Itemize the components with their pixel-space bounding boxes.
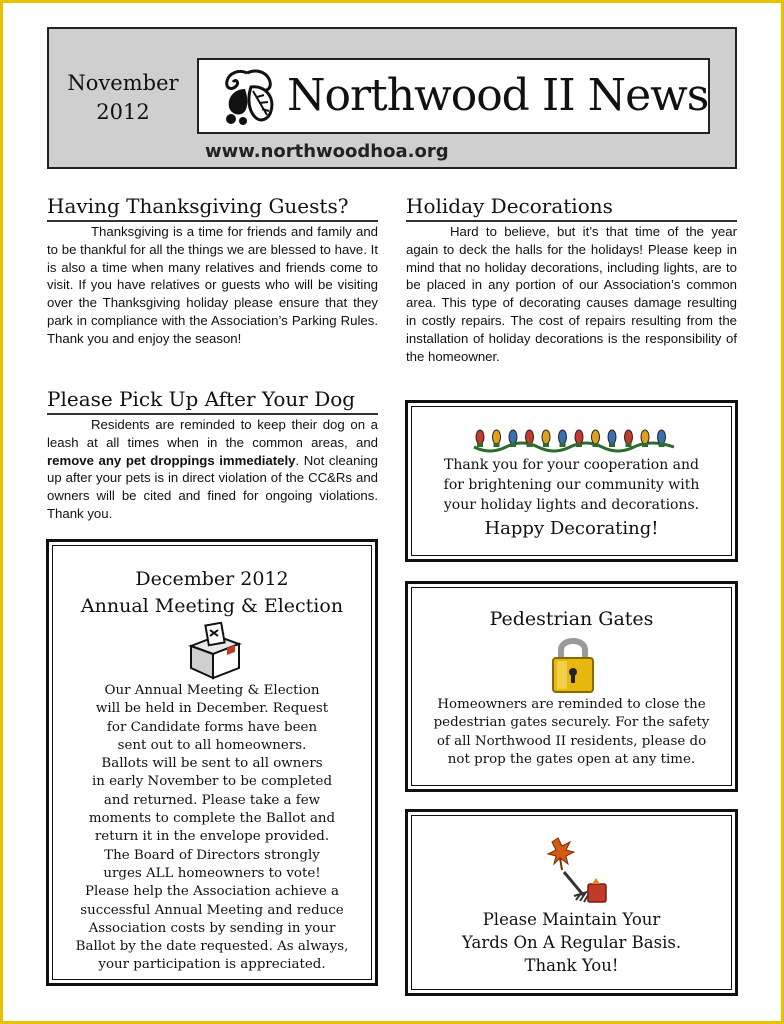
- light-bulb: [559, 430, 567, 447]
- meeting-text-line: your participation is appreciated.: [98, 957, 326, 973]
- meeting-text-line: and returned. Please take a few: [103, 792, 321, 808]
- holiday-heading: Holiday Decorations: [406, 193, 737, 222]
- decorating-text: [408, 455, 735, 515]
- meeting-text-line: urges ALL homeowners to vote!: [103, 865, 321, 881]
- meeting-text-line: successful Annual Meeting and reduce: [80, 902, 344, 918]
- gates-text-line: Homeowners are reminded to close the: [437, 697, 706, 712]
- meeting-text-line: Our Annual Meeting & Election: [104, 683, 320, 698]
- thanksgiving-heading: Having Thanksgiving Guests?: [47, 193, 378, 222]
- light-bulb: [493, 430, 501, 447]
- light-bulb: [641, 430, 649, 447]
- meeting-text-line: return it in the envelope provided.: [94, 829, 330, 845]
- issue-date: [63, 69, 183, 127]
- gates-text: [408, 696, 735, 769]
- decorating-box: [405, 400, 738, 562]
- holiday-body: Hard to believe, but it’s that time of the year again to deck the halls for the holidays! Please keep in mind that no holiday decorations, including lights, are to be placed in any portion of our Association’s common area. This type of decorating causes damage resulting in costly repairs. The cost of repairs resulting from the installation of holiday decorations is the responsibility of the homeowner.: [406, 224, 737, 364]
- light-bulb: [592, 430, 600, 447]
- light-bulb: [658, 430, 666, 447]
- light-bulb: [526, 430, 534, 447]
- light-bulb: [476, 430, 484, 447]
- dog-heading: Please Pick Up After Your Dog: [47, 386, 378, 415]
- leaf-ornament-icon: [217, 67, 279, 127]
- meeting-box: [46, 539, 378, 986]
- dog-body: Residents are reminded to keep their dog on a leash at all times when in the common areas, and remove any pet droppings immediately. Not cleaning up after your pets is in direct violation of the CC&Rs and owners will be cited and fined for ongoing violations. Thank you.: [47, 417, 378, 521]
- rake-leaves-icon: [544, 834, 608, 906]
- holiday-lights-icon: [472, 425, 676, 457]
- issue-year: 2012: [96, 100, 150, 124]
- decorating-text-line: Thank you for your cooperation and: [443, 457, 699, 473]
- yards-text-line: Thank You!: [524, 956, 619, 975]
- decorating-text-line: your holiday lights and decorations.: [443, 497, 700, 513]
- gates-text-line: of all Northwood II residents, please do: [436, 733, 707, 749]
- meeting-text-line: The Board of Directors strongly: [104, 847, 320, 863]
- meeting-text-line: Ballot by the date requested. As always,: [75, 939, 349, 955]
- website-url[interactable]: www.northwoodhoa.org: [205, 141, 449, 162]
- meeting-text-line: Ballots will be sent to all owners: [101, 756, 323, 772]
- meeting-text-line: in early November to be completed: [91, 774, 333, 790]
- meeting-text-line: for Candidate forms have been: [106, 719, 318, 735]
- meeting-title-line2: Annual Meeting & Election: [80, 595, 344, 617]
- meeting-text-line: moments to complete the Ballot and: [88, 811, 336, 827]
- title-box: [197, 58, 710, 134]
- yards-text-line: Yards On A Regular Basis.: [461, 933, 682, 952]
- ballot-box-icon: [185, 622, 243, 680]
- newsletter-title: Northwood II News: [287, 70, 709, 121]
- dog-body-emphasis: remove any pet droppings immediately: [47, 452, 296, 468]
- meeting-text: [49, 682, 375, 975]
- light-bulb: [509, 430, 517, 447]
- meeting-text-line: will be held in December. Request: [95, 701, 329, 717]
- gates-box: [405, 581, 738, 792]
- yards-text-line: Please Maintain Your: [482, 910, 661, 929]
- meeting-text-line: Association costs by sending in your: [88, 920, 336, 936]
- gates-text-line: not prop the gates open at any time.: [447, 751, 696, 767]
- yards-box: [405, 809, 738, 996]
- thanksgiving-body: Thanksgiving is a time for friends and family and to be thankful for all the things we are blessed to have. It is also a time when many relatives and friends come to visit. If you have relatives or guests who will be visiting over the Thanksgiving holiday please ensure that they park in compliance with the Association’s Parking Rules. Thank you and enjoy the season!: [47, 224, 378, 346]
- decorating-text-line: for brightening our community with: [443, 477, 700, 493]
- light-bulb: [542, 430, 550, 447]
- gates-title: Pedestrian Gates: [489, 608, 654, 630]
- meeting-text-line: sent out to all homeowners.: [117, 737, 307, 753]
- light-bulb: [625, 430, 633, 447]
- padlock-icon: [548, 632, 598, 694]
- issue-month: November: [67, 71, 179, 95]
- yards-text: [408, 908, 735, 977]
- light-bulb: [575, 430, 583, 447]
- masthead: [47, 27, 737, 169]
- light-bulb: [608, 430, 616, 447]
- decorating-closing: Happy Decorating!: [484, 518, 659, 539]
- meeting-title-line1: December 2012: [135, 568, 289, 590]
- meeting-text-line: Please help the Association achieve a: [85, 884, 339, 900]
- gates-text-line: pedestrian gates securely. For the safety: [433, 715, 710, 731]
